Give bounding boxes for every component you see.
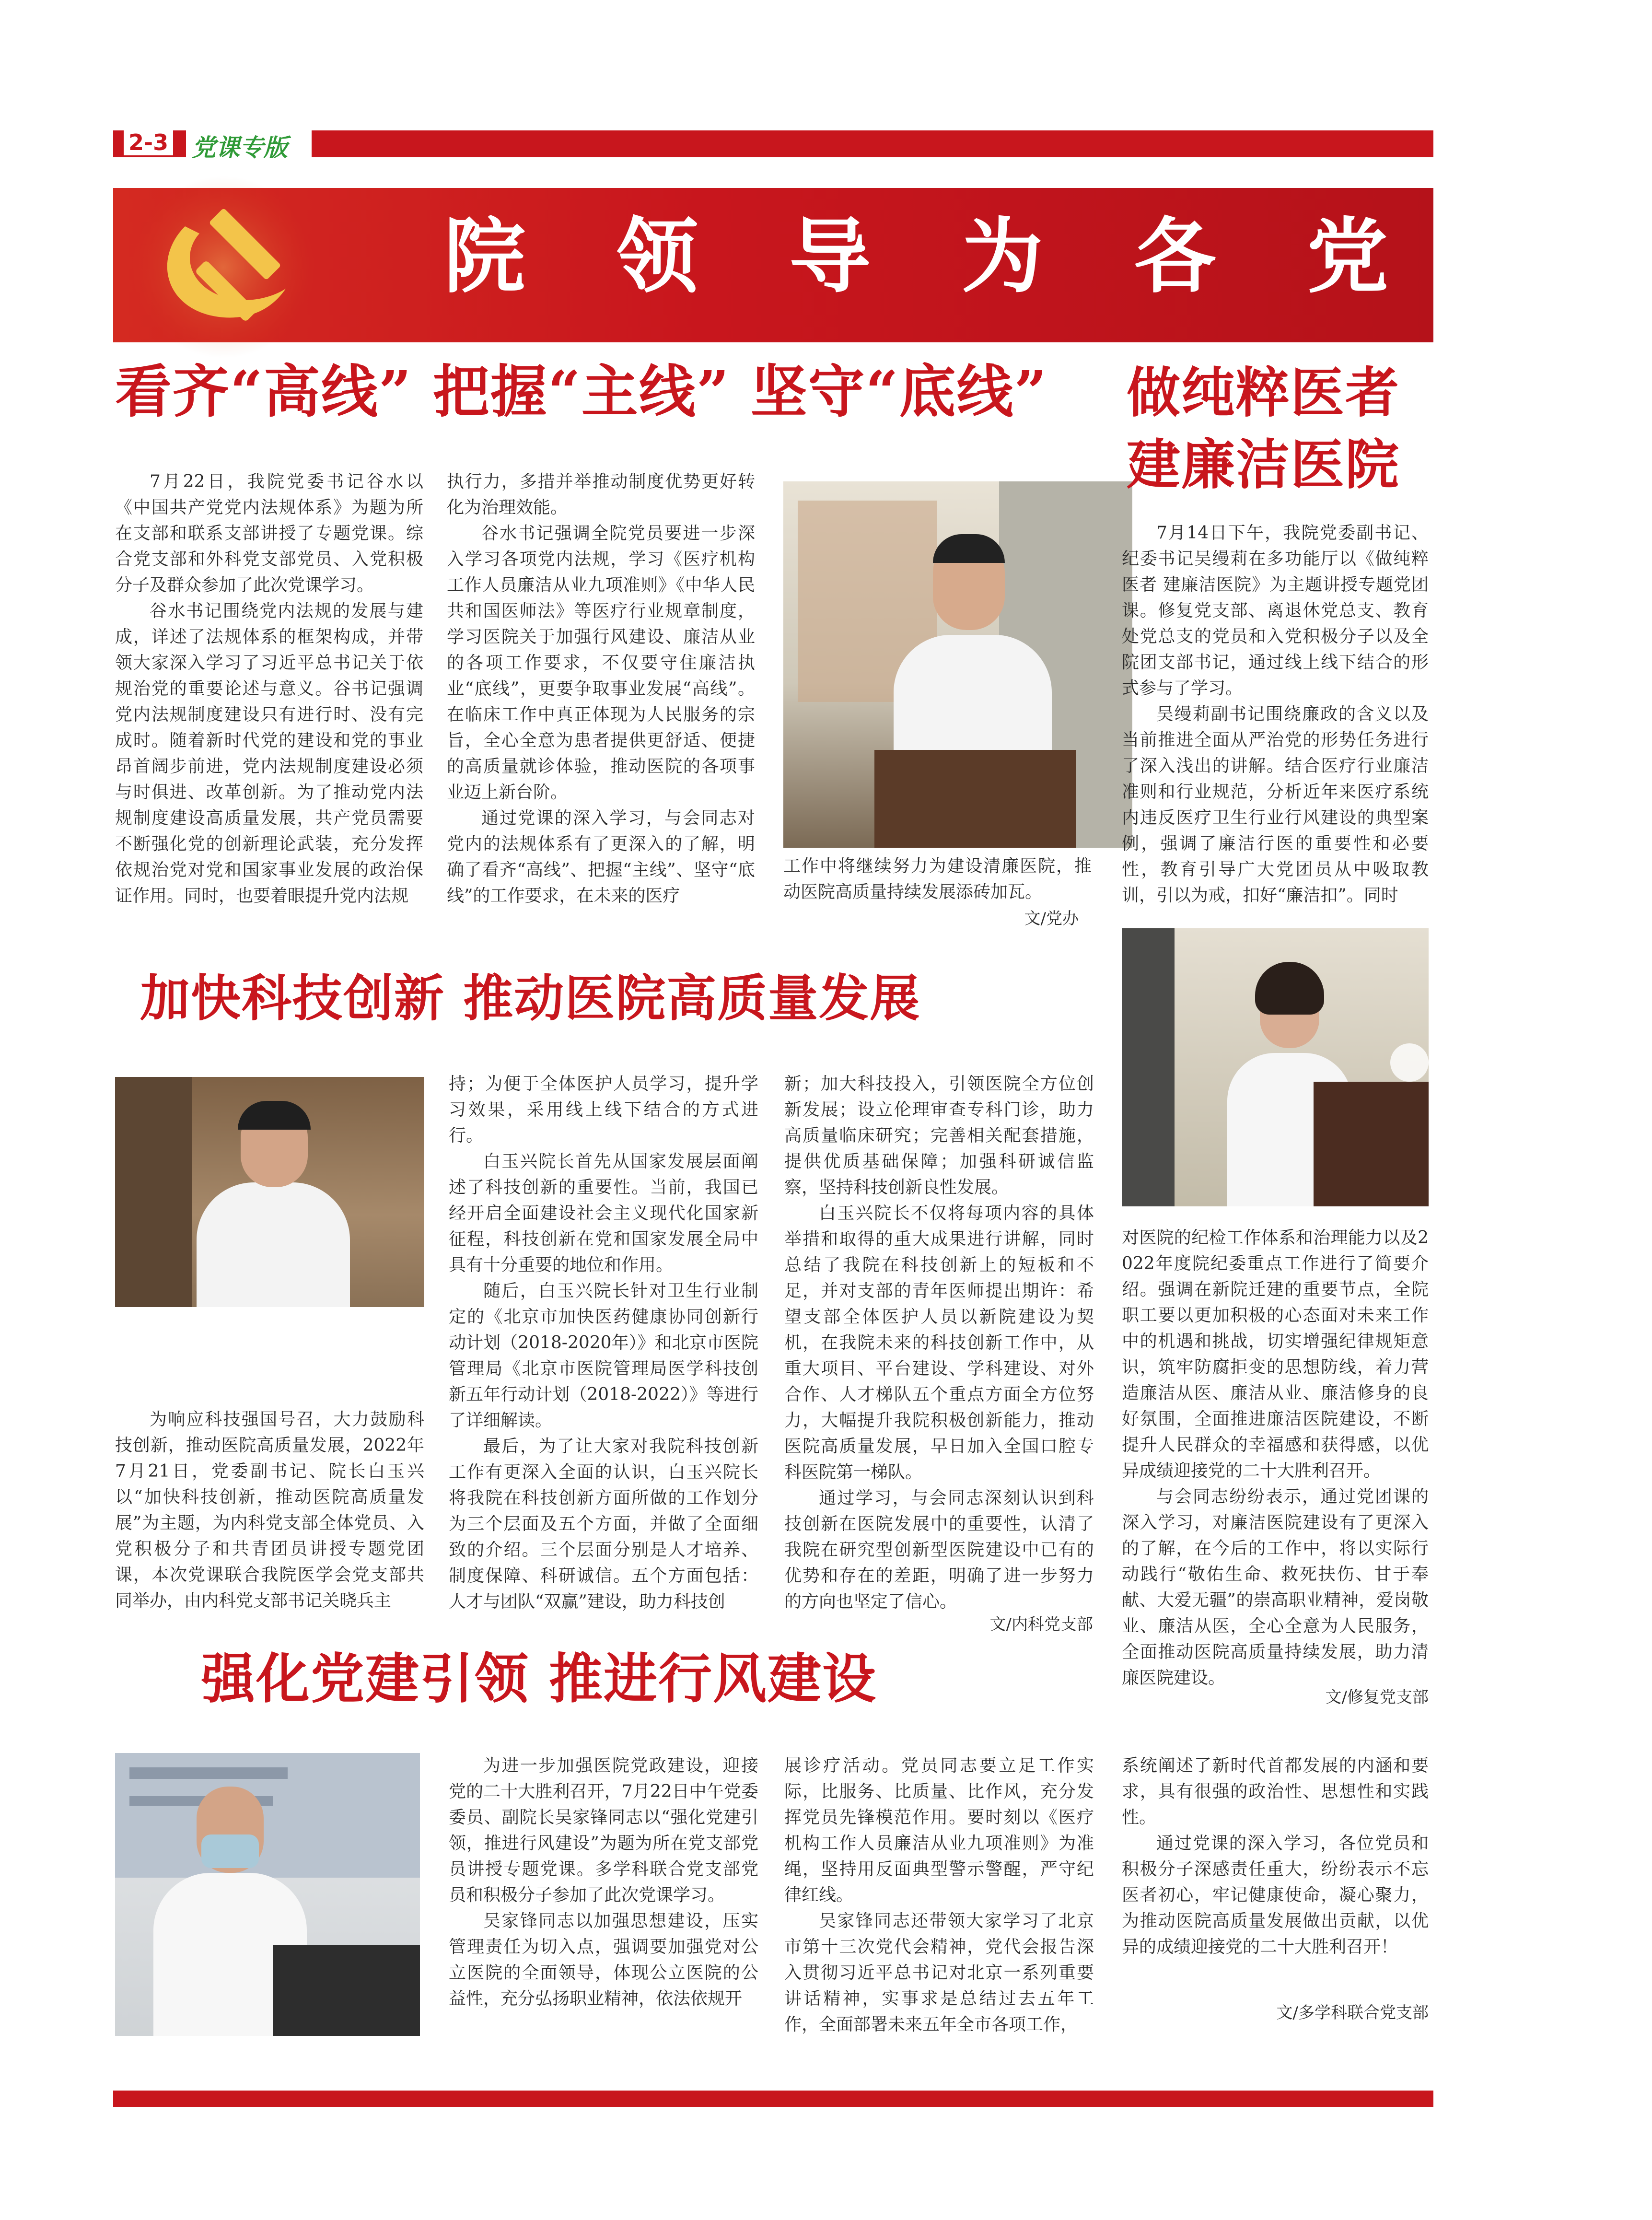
page-number: 2-3 — [124, 129, 173, 155]
paragraph: 白玉兴院长不仅将每项内容的具体举措和取得的重大成果进行讲解，同时总结了我院在科技创新上的短板和不足，并对支部的青年医师提出期许：希望支部全体医护人员以新院建设为契机，在我院未来的科技创新工作中，从重大项目、平台建设、学科建设、对外合作、人才梯队五个重点方面全方位努力，大幅提升我院积极创新能力，推动医院高质量发展，早日加入全国口腔专科医院第一梯队。 — [784, 1203, 1094, 1482]
photo-president-lecture — [115, 1077, 424, 1307]
paragraph: 7月22日，我院党委书记谷水以《中国共产党党内法规体系》为题为所在支部和联系支部讲授了专题党课。综合党支部和外科党支部党员、入党积极分子及群众参加了此次党课学习。 — [115, 472, 423, 595]
article2-byline: 文/修复党支部 — [1325, 1688, 1429, 1707]
photo-party-secretary-lecture — [783, 481, 1132, 848]
paragraph: 为进一步加强医院党政建设，迎接党的二十大胜利召开，7月22日中午党委委员、副院长吴家锋同志以“强化党建引领，推进行风建设”为题为所在党支部党员讲授专题党课。多学科联合党支部党员和积极分子参加了此次党课学习。 — [449, 1756, 758, 1905]
article3-col1 — [115, 1407, 424, 1614]
article4-col2 — [784, 1753, 1094, 2038]
banner-title: 院领导为各党支 — [444, 209, 1652, 304]
article2-bottom — [1122, 1225, 1429, 1691]
paragraph: 对医院的纪检工作体系和治理能力以及2022年度院纪委重点工作进行了简要介绍。强调在新院迁建的重要节点，全院职工要以更加积极的心态面对未来工作中的机遇和挑战，切实增强纪律规矩意识，筑牢防腐拒变的思想防线，着力营造廉洁从医、廉洁从业、廉洁修身的良好氛围，全面推进廉洁医院建设，不断提升人民群众的幸福感和获得感，以优异成绩迎接党的二十大胜利召开。 — [1122, 1228, 1429, 1481]
article2-title-line2: 建廉洁医院 — [1127, 433, 1400, 496]
paragraph: 白玉兴院长首先从国家发展层面阐述了科技创新的重要性。当前，我国已经开启全面建设社会主义现代化国家新征程，科技创新在党和国家发展全局中具有十分重要的地位和作用。 — [449, 1152, 758, 1275]
paragraph: 7月14日下午，我院党委副书记、纪委书记吴缦莉在多功能厅以《做纯粹医者 建廉洁医院》为主题讲授专题党团课。修复党支部、离退休党总支、教育处党总支的党员和入党积极分子以及全院团支部书记，通过线上线下结合的形式参与了学习。 — [1122, 523, 1429, 698]
article1-col3 — [783, 853, 1092, 905]
paragraph: 与会同志纷纷表示，通过党团课的深入学习，对廉洁医院建设有了更深入的了解，在今后的工作中，将以实际行动践行“敬佑生命、救死扶伤、甘于奉献、大爱无疆”的崇高职业精神，爱岗敬业、廉洁从医，全心全意为人民服务，全面推动医院高质量持续发展，助力清廉医院建设。 — [1122, 1487, 1429, 1688]
paragraph: 新；加大科技投入，引领医院全方位创新发展；设立伦理审查专科门诊，助力高质量临床研究；完善相关配套措施，提供优质基础保障；加强科研诚信监察，坚持科技创新良性发展。 — [784, 1074, 1094, 1197]
hammer-sickle-icon — [132, 188, 334, 342]
paragraph: 谷水书记围绕党内法规的发展与建成，详述了法规体系的框架构成，并带领大家深入学习了习近平总书记关于依规治党的重要论述与意义。谷书记强调党内法规制度建设只有进行时、没有完成时。随着新时代党的建设和党的事业昂首阔步前进，党内法规制度建设必须与时俱进、改革创新。为了推动党内法规制度建设高质量发展，共产党员需要不断强化党的创新理论武装，充分发挥依规治党对党和国家事业发展的政治保证作用。同时，也要着眼提升党内法规 — [115, 601, 423, 906]
paragraph: 随后，白玉兴院长针对卫生行业制定的《北京市加快医药健康协同创新行动计划（2018-2020年）》和北京市医院管理局《北京市医院管理局医学科技创新五年行动计划（2018-2022）》等进行了详细解读。 — [449, 1281, 758, 1430]
article4-title: 强化党建引领 推进行风建设 — [201, 1647, 877, 1710]
paragraph: 为响应科技强国号召，大力鼓励科技创新，推动医院高质量发展，2022年7月21日，党委副书记、院长白玉兴以“加快科技创新，推动医院高质量发展”为主题，为内科党支部全体党员、入党积极分子和共青团员讲授专题党团课，本次党课联合我院医学会党支部共同举办，由内科党支部书记关晓兵主 — [115, 1410, 424, 1611]
paragraph: 通过党课的深入学习，与会同志对党内的法规体系有了更深入的了解，明确了看齐“高线”、把握“主线”、坚守“底线”的工作要求，在未来的医疗 — [447, 808, 755, 906]
article4-col1 — [449, 1753, 758, 2012]
article1-col2 — [447, 469, 755, 909]
paragraph: 吴家锋同志还带领大家学习了北京市第十三次党代会精神，党代会报告深入贯彻习近平总书记对北京一系列重要讲话精神，实事求是总结过去五年工作，全面部署未来五年全市各项工作， — [784, 1911, 1094, 2034]
paragraph: 吴家锋同志以加强思想建设，压实管理责任为切入点，强调要加强党对公立医院的全面领导，体现公立医院的公益性，充分弘扬职业精神，依法依规开 — [449, 1911, 758, 2009]
photo-discipline-secretary-lecture — [1122, 928, 1429, 1206]
paragraph: 执行力，多措并举推动制度优势更好转化为治理效能。 — [447, 472, 755, 517]
banner — [113, 188, 1652, 342]
paragraph: 展诊疗活动。党员同志要立足工作实际，比服务、比质量、比作风，充分发挥党员先锋模范作用。要时刻以《医疗机构工作人员廉洁从业九项准则》为准绳，坚持用反面典型警示警醒，严守纪律红线。 — [784, 1756, 1094, 1905]
article2-top — [1122, 520, 1429, 909]
article3-byline: 文/内科党支部 — [989, 1615, 1093, 1634]
paragraph: 通过党课的深入学习，各位党员和积极分子深感责任重大，纷纷表示不忘医者初心，牢记健康使命，凝心聚力，为推动医院高质量发展做出贡献，以优异的成绩迎接党的二十大胜利召开！ — [1122, 1834, 1429, 1957]
article4-byline: 文/多学科联合党支部 — [1276, 2003, 1429, 2022]
paragraph: 通过学习，与会同志深刻认识到科技创新在医院发展中的重要性，认清了我院在研究型创新型医院建设中已有的优势和存在的差距，明确了进一步努力的方向也坚定了信心。 — [784, 1488, 1094, 1612]
article2-title-line1: 做纯粹医者 — [1127, 362, 1400, 424]
paragraph: 谷水书记强调全院党员要进一步深入学习各项党内法规，学习《医疗机构工作人员廉洁从业九项准则》《中华人民共和国医师法》等医疗行业规章制度，学习医院关于加强行风建设、廉洁从业的各项工作要求，不仅要守住廉洁执业“底线”，更要争取事业发展“高线”。在临床工作中真正体现为人民服务的宗旨，全心全意为患者提供更舒适、便捷的高质量就诊体验，推动医院的各项事业迈上新台阶。 — [447, 524, 755, 802]
paragraph: 吴缦莉副书记围绕廉政的含义以及当前推进全面从严治党的形势任务进行了深入浅出的讲解。结合医疗行业廉洁准则和行业规范，分析近年来医疗系统内违反医疗卫生行业行风建设的典型案例，强调了廉洁行医的重要性和必要性，教育引导广大党团员从中吸取教训，引以为戒，扣好“廉洁扣”。同时 — [1122, 704, 1429, 905]
article3-title: 加快科技创新 推动医院高质量发展 — [140, 969, 921, 1028]
photo-vice-president-lecture — [115, 1753, 420, 2036]
paragraph: 最后，为了让大家对我院科技创新工作有更深入全面的认识，白玉兴院长将我院在科技创新方面所做的工作划分为三个层面及五个方面，并做了全面细致的介绍。三个层面分别是人才培养、制度保障、科研诚信。五个方面包括：人才与团队“双赢”建设，助力科技创 — [449, 1437, 758, 1612]
article3-col3 — [784, 1071, 1094, 1615]
article1-byline: 文/党办 — [1024, 909, 1079, 928]
paragraph: 系统阐述了新时代首都发展的内涵和要求，具有很强的政治性、思想性和实践性。 — [1122, 1756, 1429, 1827]
paragraph: 工作中将继续努力为建设清廉医院，推动医院高质量持续发展添砖加瓦。 — [783, 856, 1092, 902]
article3-col2 — [449, 1071, 758, 1615]
footer-bar — [113, 2091, 1433, 2107]
article1-col1 — [115, 469, 423, 909]
paragraph: 持；为便于全体医护人员学习，提升学习效果，采用线上线下结合的方式进行。 — [449, 1074, 758, 1145]
article1-title: 看齐“高线” 把握“主线” 坚守“底线” — [115, 358, 1048, 425]
article4-col3 — [1122, 1753, 1429, 1960]
section-label: 党课专版 — [186, 129, 312, 157]
